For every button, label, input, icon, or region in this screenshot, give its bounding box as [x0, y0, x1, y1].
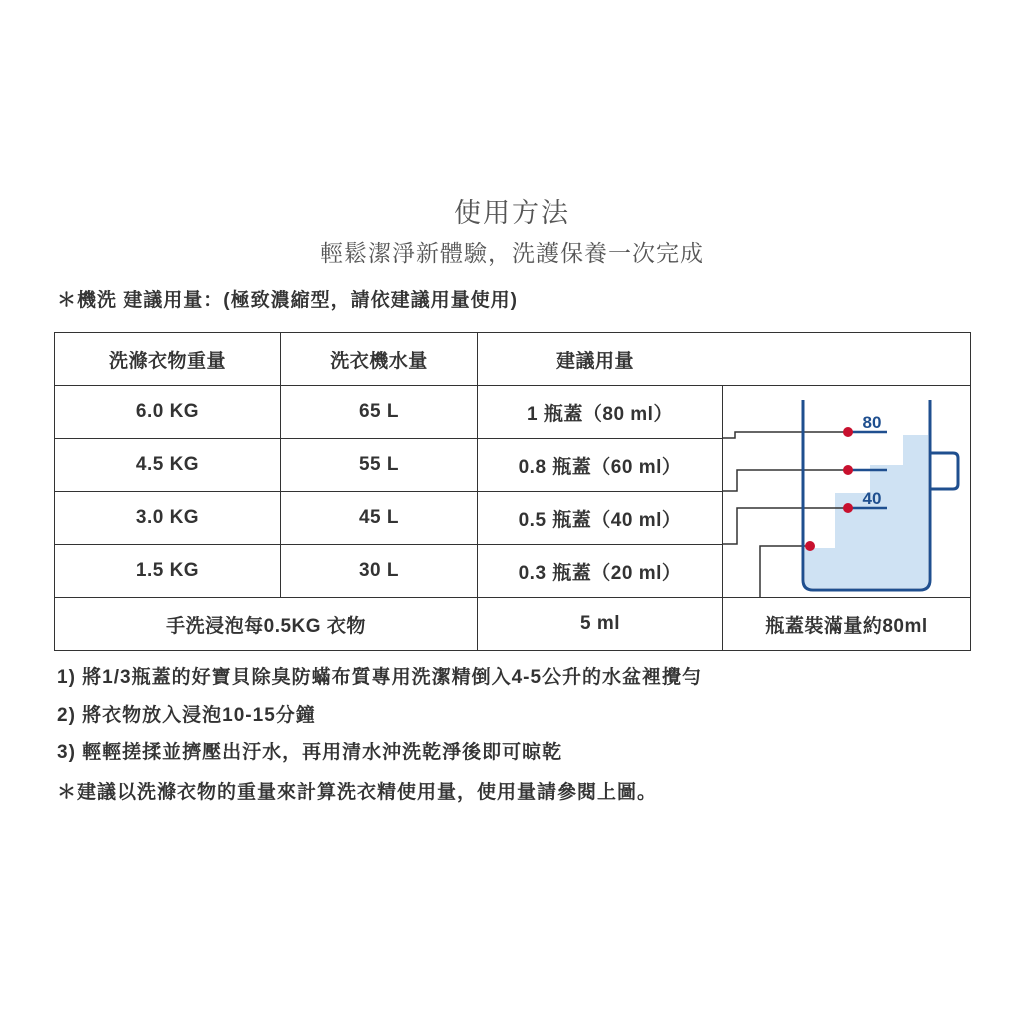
connector-line: [722, 470, 848, 491]
footnote: ＊建議以洗滌衣物的重量來計算洗衣精使用量，使用量請參閱上圖。: [57, 782, 658, 803]
water-cell: 65 L: [281, 386, 478, 439]
weight-cell: 6.0 KG: [55, 386, 281, 439]
header-weight: 洗滌衣物重量: [55, 333, 281, 386]
dose-cell: 0.8 瓶蓋（60 ml）: [478, 439, 723, 492]
page-title: 使用方法: [454, 198, 570, 228]
header-water: 洗衣機水量: [281, 333, 478, 386]
level-dot: [805, 541, 815, 551]
weight-cell: 1.5 KG: [55, 545, 281, 598]
page-subtitle: 輕鬆潔淨新體驗，洗護保養一次完成: [320, 240, 704, 266]
connector-line: [722, 432, 848, 438]
weight-cell: 4.5 KG: [55, 439, 281, 492]
cap-capacity-note: 瓶蓋裝滿量約80ml: [723, 598, 971, 651]
cup-handle: [930, 453, 958, 489]
level-dot: [843, 465, 853, 475]
measuring-cup-icon: [722, 385, 970, 597]
header-dose: 建議用量: [478, 333, 971, 386]
step-2: 2) 將衣物放入浸泡10-15分鐘: [57, 705, 316, 726]
hand-wash-label: 手洗浸泡每0.5KG 衣物: [55, 598, 478, 651]
dose-cell: 1 瓶蓋（80 ml）: [478, 386, 723, 439]
water-cell: 30 L: [281, 545, 478, 598]
step-3: 3) 輕輕搓揉並擠壓出汙水，再用清水沖洗乾淨後即可晾乾: [57, 742, 563, 763]
weight-cell: 3.0 KG: [55, 492, 281, 545]
step-1: 1) 將1/3瓶蓋的好寶貝除臭防蟎布質專用洗潔精倒入4-5公升的水盆裡攪勻: [57, 667, 703, 688]
hand-wash-row: [55, 598, 971, 651]
level-dot: [843, 503, 853, 513]
hand-wash-dose: 5 ml: [478, 598, 723, 651]
connector-line: [722, 508, 848, 544]
water-cell: 55 L: [281, 439, 478, 492]
level-label-lower: 40: [862, 489, 882, 508]
level-dot: [843, 427, 853, 437]
machine-wash-note: ＊機洗 建議用量：(極致濃縮型，請依建議用量使用): [57, 290, 518, 311]
dose-cell: 0.5 瓶蓋（40 ml）: [478, 492, 723, 545]
level-label-upper: 80: [862, 413, 882, 432]
table-header-row: [55, 333, 971, 386]
water-cell: 45 L: [281, 492, 478, 545]
dose-cell: 0.3 瓶蓋（20 ml）: [478, 545, 723, 598]
liquid-fill: [805, 435, 928, 588]
